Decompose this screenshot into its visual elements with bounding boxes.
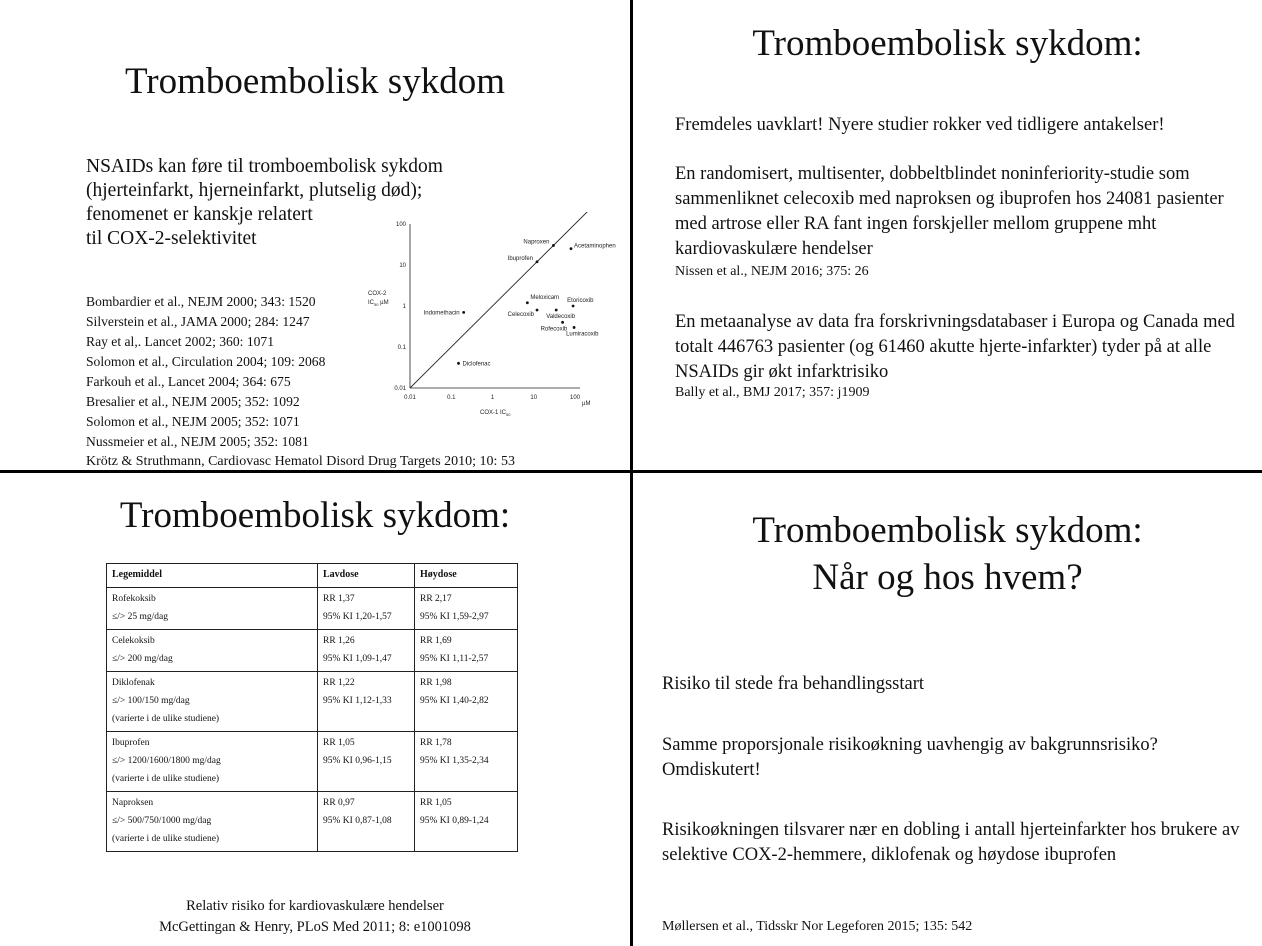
cell-drug — [107, 630, 318, 672]
cell-line: ≤/> 200 mg/dag — [112, 654, 173, 664]
x-tick-label: 0.01 — [404, 395, 416, 401]
cell-line: RR 1,69 — [420, 636, 452, 646]
x-tick-label: 100 — [569, 395, 581, 401]
cell-line: 95% KI 1,20-1,57 — [323, 612, 392, 622]
cell-line: Rofekoksib — [112, 594, 156, 604]
cell-line: 95% KI 1,09-1,47 — [323, 654, 392, 664]
cell-line: 95% KI 0,96-1,15 — [323, 756, 392, 766]
point-line: Samme proporsjonale risikoøkning uavhengig av bakgrunnsrisiko? — [662, 735, 1158, 755]
cell-line: 95% KI 1,59-2,97 — [420, 612, 489, 622]
cell-line: RR 1,05 — [420, 798, 452, 808]
chart-axes — [394, 212, 597, 401]
reference-item: Nussmeier et al., NEJM 2005; 352: 1081 — [86, 434, 309, 449]
data-point — [457, 362, 460, 365]
reference-item: Solomon et al., Circulation 2004; 109: 2068 — [86, 354, 326, 369]
cell-line: ≤/> 25 mg/dag — [112, 612, 168, 622]
cell-line: RR 1,78 — [420, 738, 452, 748]
data-point-label: Valdecoxib — [546, 313, 576, 320]
slide-4-point-3: Risikoøkningen tilsvarer nær en dobling i antall hjerteinfarkter hos brukere av selektive COX-2-hemmere, diklofenak og høydose ibuprofen — [662, 820, 1240, 865]
slide-1 — [0, 0, 630, 470]
cell-line: RR 1,26 — [323, 636, 355, 646]
body-line: fenomenet er kanskje relatert — [86, 204, 313, 225]
cell-line: Diklofenak — [112, 678, 155, 688]
cell-line: RR 0,97 — [323, 798, 355, 808]
data-point-label: Celecoxib — [507, 311, 535, 318]
data-point — [573, 326, 576, 329]
cell-line: 95% KI 0,89-1,24 — [420, 816, 489, 826]
slide-2 — [633, 0, 1262, 470]
cell-low-dose — [318, 630, 415, 672]
cell-high-dose — [415, 732, 518, 792]
header-high-dose: Høydose — [415, 564, 518, 588]
data-point — [572, 305, 575, 308]
cell-line: 95% KI 1,12-1,33 — [323, 696, 392, 706]
data-point — [555, 309, 558, 312]
table-row — [107, 672, 518, 732]
cell-line: Ibuprofen — [112, 738, 150, 748]
table-row — [107, 732, 518, 792]
x-axis-unit: µM — [582, 401, 591, 407]
cell-drug — [107, 672, 318, 732]
reference-item: Bombardier et al., NEJM 2000; 343: 1520 — [86, 294, 316, 309]
reference-item: Solomon et al., NEJM 2005; 352: 1071 — [86, 414, 300, 429]
y-tick-label: 0.01 — [394, 386, 406, 392]
data-point — [561, 321, 564, 324]
caption-line: Relativ risiko for kardiovaskulære hendelser — [186, 898, 444, 914]
cell-line: RR 1,22 — [323, 678, 355, 688]
cox-selectivity-chart — [360, 212, 630, 422]
reference-item: Farkouh et al., Lancet 2004; 364: 675 — [86, 374, 291, 389]
cell-line: ≤/> 1200/1600/1800 mg/dag — [112, 756, 221, 766]
cell-low-dose — [318, 792, 415, 852]
body-line: til COX-2-selektivitet — [86, 228, 257, 249]
cell-low-dose — [318, 588, 415, 630]
slide-3 — [0, 473, 630, 946]
data-point-label: Diclofenac — [462, 361, 491, 368]
table-row — [107, 588, 518, 630]
slide-2-reference-1: Nissen et al., NEJM 2016; 375: 26 — [675, 264, 869, 279]
table-header-row — [107, 564, 518, 588]
reference-item: Ray et al,. Lancet 2002; 360: 1071 — [86, 334, 275, 349]
slide-4-title — [633, 511, 1262, 598]
cell-line: (varierte i de ulike studiene) — [112, 834, 220, 844]
x-tick-label: 10 — [530, 395, 538, 401]
cell-line: ≤/> 100/150 mg/dag — [112, 696, 190, 706]
title-line: Når og hos hvem? — [812, 556, 1083, 598]
data-point-label: Ibuprofen — [507, 255, 534, 262]
slide-3-title: Tromboembolisk sykdom: — [119, 495, 511, 536]
y-axis-label-main: COX-2 — [368, 291, 387, 297]
data-point-label: Acetaminophen — [574, 243, 616, 250]
cell-drug — [107, 792, 318, 852]
body-line: (hjerteinfarkt, hjerneinfarkt, plutselig død); — [86, 180, 423, 201]
y-tick-label: 100 — [395, 222, 406, 228]
cell-line: 95% KI 0,87-1,08 — [323, 816, 392, 826]
slide-2-title: Tromboembolisk sykdom: — [752, 23, 1143, 64]
x-tick-label: 1 — [490, 395, 495, 401]
slide-2-paragraph-2: En metaanalyse av data fra forskrivningsdatabaser i Europa og Canada med totalt 446763 pasienter (og 61460 akutte hjerte-infarkter) tyder på at alle NSAIDs gir økt infarktrisiko — [675, 312, 1235, 382]
cell-line: RR 1,37 — [323, 594, 355, 604]
chart-points — [424, 239, 616, 367]
y-tick-label: 10 — [399, 263, 406, 269]
cell-high-dose — [415, 588, 518, 630]
data-point-label: Naproxen — [523, 239, 550, 246]
table-row — [107, 792, 518, 852]
caption-reference: McGettingan & Henry, PLoS Med 2011; 8: e1001098 — [159, 919, 471, 935]
cell-line: 95% KI 1,35-2,34 — [420, 756, 489, 766]
data-point-label: Rofecoxib — [540, 326, 568, 333]
data-point — [570, 247, 573, 250]
cell-high-dose — [415, 672, 518, 732]
data-point-label: Lumiracoxib — [566, 331, 599, 338]
cell-high-dose — [415, 792, 518, 852]
cell-low-dose — [318, 672, 415, 732]
point-line: Omdiskutert! — [662, 760, 761, 780]
slide-4-point-2 — [662, 733, 1252, 783]
cell-line: RR 1,98 — [420, 678, 452, 688]
slide-2-intro: Fremdeles uavklart! Nyere studier rokker ved tidligere antakelser! — [675, 115, 1165, 135]
slide-4-reference: Møllersen et al., Tidsskr Nor Legeforen 2015; 135: 542 — [662, 919, 973, 934]
slide-2-reference-2: Bally et al., BMJ 2017; 357: j1909 — [675, 385, 870, 400]
cell-line: ≤/> 500/750/1000 mg/dag — [112, 816, 212, 826]
cell-drug — [107, 588, 318, 630]
cell-line: 95% KI 1,11-2,57 — [420, 654, 489, 664]
reference-item: Bresalier et al., NEJM 2005; 352: 1092 — [86, 394, 300, 409]
header-drug: Legemiddel — [107, 564, 318, 588]
slide-4 — [633, 473, 1262, 946]
cell-line: RR 2,17 — [420, 594, 452, 604]
data-point — [552, 244, 555, 247]
x-axis-label: COX-1 $IC_{50}$ — [480, 410, 511, 417]
data-point-label: Indomethacin — [423, 310, 460, 317]
data-point — [526, 301, 529, 304]
x-tick-label: 0.1 — [447, 395, 456, 401]
cell-line: Celekoksib — [112, 636, 155, 646]
y-tick-label: 0.1 — [397, 345, 406, 351]
cell-line: (varierte i de ulike studiene) — [112, 774, 220, 784]
data-point-label: Meloxicam — [530, 294, 560, 301]
table-caption — [0, 896, 630, 938]
body-line: NSAIDs kan føre til tromboembolisk sykdom — [86, 156, 443, 177]
cell-high-dose — [415, 630, 518, 672]
cell-line: 95% KI 1,40-2,82 — [420, 696, 489, 706]
y-tick-label: 1 — [402, 304, 406, 310]
title-line: Tromboembolisk sykdom: — [752, 510, 1143, 551]
cell-line: RR 1,05 — [323, 738, 355, 748]
reference-item-last: Krötz & Struthmann, Cardiovasc Hematol Disord Drug Targets 2010; 10: 53 — [86, 454, 515, 469]
table-row — [107, 630, 518, 672]
cell-line: (varierte i de ulike studiene) — [112, 714, 220, 724]
slide-4-point-1: Risiko til stede fra behandlingsstart — [662, 674, 925, 694]
slide-1-title: Tromboembolisk sykdom — [125, 61, 505, 102]
data-point — [536, 309, 539, 312]
data-point-label: Etoricoxib — [567, 298, 594, 304]
cell-line: Naproksen — [112, 798, 154, 808]
relative-risk-table — [106, 563, 518, 852]
data-point — [462, 311, 465, 314]
reference-item: Silverstein et al., JAMA 2000; 284: 1247 — [86, 314, 310, 329]
y-axis-label: $IC_{50}$ µM — [368, 300, 389, 307]
slide-2-paragraph-1: En randomisert, multisenter, dobbeltblindet noninferiority-studie som sammenliknet celecoxib med naproksen og ibuprofen hos 24081 pasienter med artrose eller RA fant ingen forskjeller mellom gruppene mht kardiovaskulære hendelser — [675, 164, 1224, 259]
data-point — [536, 260, 539, 263]
cell-drug — [107, 732, 318, 792]
header-low-dose: Lavdose — [318, 564, 415, 588]
cell-low-dose — [318, 732, 415, 792]
